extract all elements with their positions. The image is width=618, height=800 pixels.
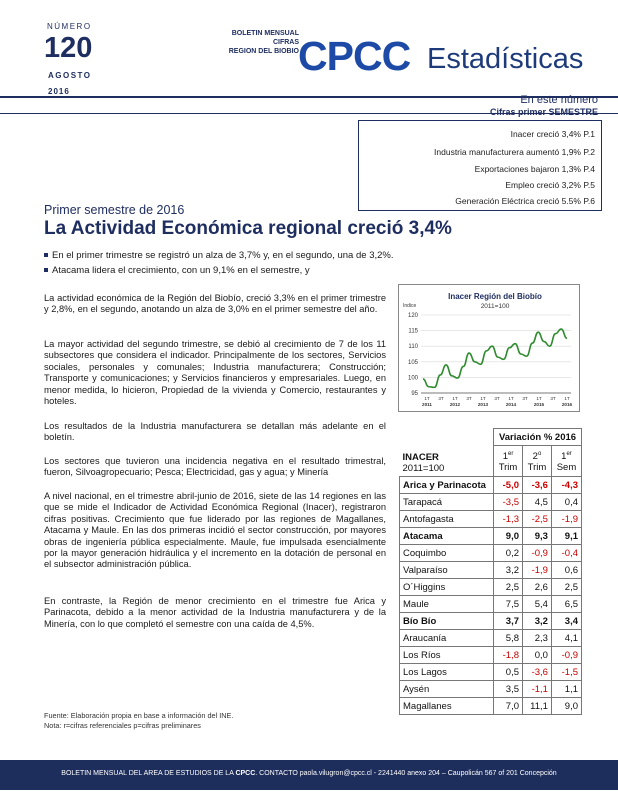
x-tick-year: 2013 [477, 402, 489, 407]
x-tick-year: 2011 [422, 402, 432, 407]
region-name: O´Higgins [400, 579, 494, 596]
value-cell-1: 3,7 [494, 613, 523, 630]
value-cell-1: 3,5 [494, 681, 523, 698]
table-row [400, 579, 582, 596]
bullet-item [44, 250, 393, 261]
value-cell-3: 4,1 [551, 630, 581, 647]
col-header-3 [551, 446, 581, 477]
value-cell-3: -1,9 [551, 511, 581, 528]
x-tick-label: 3T [438, 396, 444, 401]
article-paragraph: Los sectores que tuvieron una incidencia negativa en el resultado trimestral, fueron, Silvoagropecuario; Pesca; Electricidad, gas y agua; y Minería [44, 456, 386, 478]
value-cell-1: 7,0 [494, 698, 523, 715]
toc-item[interactable]: Generación Eléctrica creció 5.5% P.6 [455, 196, 595, 206]
value-cell-1: 9,0 [494, 528, 523, 545]
value-cell-3: -0,4 [551, 545, 581, 562]
abbreviation-note: Nota: r=cifras referenciales p=cifras preliminares [44, 721, 201, 730]
value-cell-1: -5,0 [494, 477, 523, 494]
col-header-2-sub: Trim [527, 462, 547, 474]
value-cell-2: -2,5 [523, 511, 552, 528]
issue-label: NÚMERO [47, 22, 92, 31]
y-tick-label: 120 [407, 313, 418, 319]
x-tick-label: 1T [424, 396, 430, 401]
value-cell-2: 0,0 [523, 647, 552, 664]
toc-item[interactable]: Exportaciones bajaron 1,3% P.4 [474, 164, 595, 174]
x-tick-year: 2016 [561, 402, 573, 407]
bullet-square-icon [44, 268, 48, 272]
bullet-text: En el primer trimestre se registró un alza de 3,7% y, en el segundo, una de 3,2%. [52, 250, 394, 261]
article-paragraph: Los resultados de la Industria manufacturera se detallan más adelante en el boletín. [44, 421, 386, 443]
notes [44, 711, 233, 731]
table-row [400, 681, 582, 698]
issue-month: AGOSTO [48, 71, 92, 80]
bulletin-heading [170, 29, 299, 56]
toc-item[interactable]: Empleo creció 3,2% P.5 [505, 180, 595, 190]
value-cell-2: -1,9 [523, 562, 552, 579]
value-cell-2: 2,6 [523, 579, 552, 596]
footer-text-pre: BOLETIN MENSUAL DEL AREA DE ESTUDIOS DE LA [61, 770, 236, 777]
article-paragraph: La mayor actividad del segundo trimestre, se debió al crecimiento de 7 de los 11 subsectores que considera el indicador. Principalmente de los sectores, Servicios sociales, personales y comunales; Industria manufacturera; Construcción; Transporte y comunicaciones; y Servicios financieros y empresariales. Luego, en menor medida, lo hicieron, Propiedad de la vivienda y Comercio, restaurantes y hoteles. [44, 339, 386, 407]
table-row [400, 630, 582, 647]
region-name: Coquimbo [400, 545, 494, 562]
region-name: Araucanía [400, 630, 494, 647]
chart-y-ticks [408, 313, 419, 397]
table-header-title: INACER [402, 452, 439, 463]
chart-ylabel: Indice [403, 303, 417, 309]
value-cell-1: -3,5 [494, 494, 523, 511]
issue-year: 2016 [48, 87, 70, 96]
value-cell-3: 3,4 [551, 613, 581, 630]
table-row [400, 664, 582, 681]
region-name: Valparaíso [400, 562, 494, 579]
variation-table [399, 428, 582, 715]
col-header-1-sub: Trim [498, 462, 518, 474]
col-header-3-sup: er [566, 450, 572, 457]
value-cell-1: 3,2 [494, 562, 523, 579]
brand-subtitle: Estadísticas [427, 43, 584, 75]
x-tick-label: 3T [550, 396, 556, 401]
region-name: Los Lagos [400, 664, 494, 681]
table-row [400, 528, 582, 545]
col-header-2-sup: o [537, 450, 542, 457]
article-paragraph: En contraste, la Región de menor crecimiento en el trimestre fue Arica y Parinacota, debido a la menor actividad de la Industria manufacturera y de la Minería, con lo que completó el semestre con una caída de 4,5%. [44, 596, 386, 629]
chart-series-line [423, 329, 567, 387]
x-tick-label: 1T [564, 396, 570, 401]
value-cell-1: -1,8 [494, 647, 523, 664]
x-tick-label: 1T [452, 396, 458, 401]
value-cell-3: -0,9 [551, 647, 581, 664]
value-cell-2: -3,6 [523, 477, 552, 494]
value-cell-3: 1,1 [551, 681, 581, 698]
table-row [400, 494, 582, 511]
y-tick-label: 115 [408, 328, 418, 335]
x-tick-year: 2014 [505, 402, 517, 407]
toc-item[interactable]: Industria manufacturera aumentó 1,9% P.2 [434, 147, 595, 157]
col-header-1 [494, 446, 523, 477]
table-header-row [400, 429, 582, 446]
footer-org: CPCC [235, 770, 256, 777]
article-paragraph: La actividad económica de la Región del Biobío, creció 3,3% en el primer trimestre y 2,8%, en el segundo, anotando un alza de 3,0% en el primer semestre del año. [44, 293, 386, 315]
y-tick-label: 110 [408, 344, 418, 351]
y-tick-label: 100 [407, 375, 418, 382]
region-name: Antofagasta [400, 511, 494, 528]
x-tick-label: 3T [494, 396, 500, 401]
y-tick-label: 95 [411, 391, 418, 397]
chart-subtitle: 2011=100 [480, 303, 510, 310]
value-cell-2: -1,1 [523, 681, 552, 698]
footer-text [0, 770, 618, 777]
source-note: Fuente: Elaboración propia en base a información del INE. [44, 711, 234, 720]
issue-number: 120 [44, 32, 93, 64]
region-name: Bío Bío [400, 613, 494, 630]
table-header-base: 2011=100 [402, 463, 445, 474]
region-name: Arica y Parinacota [400, 477, 494, 494]
region-name: Tarapacá [400, 494, 494, 511]
article-paragraph: A nivel nacional, en el trimestre abril-junio de 2016, siete de las 14 regiones en las que se mide el Indicador de Actividad Económica Regional (Inacer), registraron cifras positivas. Crecimiento que fue liderado por las regiones de Magallanes, Atacama y Maule. En las dos primeras incidió el sector construcción, por mayores obras de ingeniería pública especialmente. Maule, fue impulsada esencialmente por la mayor generación hidráulica y el incremento en la dotación de personal en el subsector administración pública. [44, 491, 386, 570]
value-cell-3: 6,5 [551, 596, 581, 613]
bullet-item [44, 265, 310, 276]
chart-series [423, 329, 567, 387]
table-row [400, 562, 582, 579]
table-row [400, 613, 582, 630]
col-header-1-sup: er [507, 450, 514, 457]
value-cell-1: -1,3 [494, 511, 523, 528]
x-tick-label: 1T [536, 396, 542, 401]
x-tick-year: 2015 [533, 402, 545, 407]
value-cell-3: -1,5 [551, 664, 581, 681]
region-name: Los Ríos [400, 647, 494, 664]
col-header-3-sub: Sem [556, 462, 577, 474]
value-cell-2: 11,1 [523, 698, 552, 715]
footer-text-post: . CONTACTO paola.vilugron@cpcc.cl - 2241440 anexo 204 – Caupolicán 567 of 201 Concepción [255, 770, 557, 777]
value-cell-1: 0,2 [494, 545, 523, 562]
table-row [400, 545, 582, 562]
value-cell-1: 0,5 [494, 664, 523, 681]
bulletin-line-1: BOLETIN MENSUAL [231, 30, 299, 37]
table-row [400, 647, 582, 664]
inacer-chart-svg [399, 285, 579, 411]
toc-box [358, 120, 602, 211]
value-cell-2: 5,4 [523, 596, 552, 613]
value-cell-2: -3,6 [523, 664, 552, 681]
table-row [400, 477, 582, 494]
table-header-cell [400, 429, 494, 477]
col-header-2-main: 2 [532, 451, 538, 463]
chart-title: Inacer Región del Biobío [448, 292, 542, 301]
table-row [400, 511, 582, 528]
region-name: Maule [400, 596, 494, 613]
col-header-2 [523, 446, 552, 477]
in-this-issue-subtitle: Cifras primer SEMESTRE [489, 107, 598, 117]
value-cell-2: 2,3 [523, 630, 552, 647]
main-headline: La Actividad Económica regional creció 3,4% [44, 218, 452, 239]
y-tick-label: 105 [407, 359, 418, 366]
value-cell-3: 9,0 [551, 698, 581, 715]
chart-x-ticks [422, 396, 573, 407]
value-cell-3: 2,5 [551, 579, 581, 596]
region-name: Magallanes [400, 698, 494, 715]
variation-table-body [400, 429, 582, 715]
col-header-1-main: 1 [502, 451, 508, 463]
section-kicker: Primer semestre de 2016 [44, 203, 185, 217]
inacer-chart [398, 284, 580, 412]
toc-item[interactable]: Inacer creció 3,4% P.1 [510, 129, 595, 139]
region-name: Aysén [400, 681, 494, 698]
table-row [400, 596, 582, 613]
value-cell-2: 4,5 [523, 494, 552, 511]
x-tick-year: 2012 [449, 402, 461, 407]
col-header-3-main: 1 [561, 451, 567, 463]
value-cell-3: 0,4 [551, 494, 581, 511]
x-tick-label: 1T [508, 396, 514, 401]
value-cell-1: 2,5 [494, 579, 523, 596]
in-this-issue-title: En este número [520, 94, 598, 106]
region-name: Atacama [400, 528, 494, 545]
table-row [400, 698, 582, 715]
value-cell-2: 3,2 [523, 613, 552, 630]
table-group-header: Variación % 2016 [494, 429, 582, 446]
value-cell-1: 5,8 [494, 630, 523, 647]
x-tick-label: 1T [480, 396, 486, 401]
value-cell-2: 9,3 [523, 528, 552, 545]
x-tick-label: 3T [522, 396, 528, 401]
bullet-square-icon [44, 253, 48, 257]
value-cell-3: 0,6 [551, 562, 581, 579]
bullet-text: Atacama lidera el crecimiento, con un 9,1% en el semestre, y [52, 265, 310, 276]
bulletin-line-2: CIFRAS [272, 39, 299, 46]
value-cell-3: -4,3 [551, 477, 581, 494]
bulletin-line-3: REGION DEL BIOBIO [228, 48, 299, 55]
value-cell-2: -0,9 [523, 545, 552, 562]
value-cell-1: 7,5 [494, 596, 523, 613]
brand-logo: CPCC [298, 33, 411, 79]
value-cell-3: 9,1 [551, 528, 581, 545]
x-tick-label: 3T [466, 396, 472, 401]
